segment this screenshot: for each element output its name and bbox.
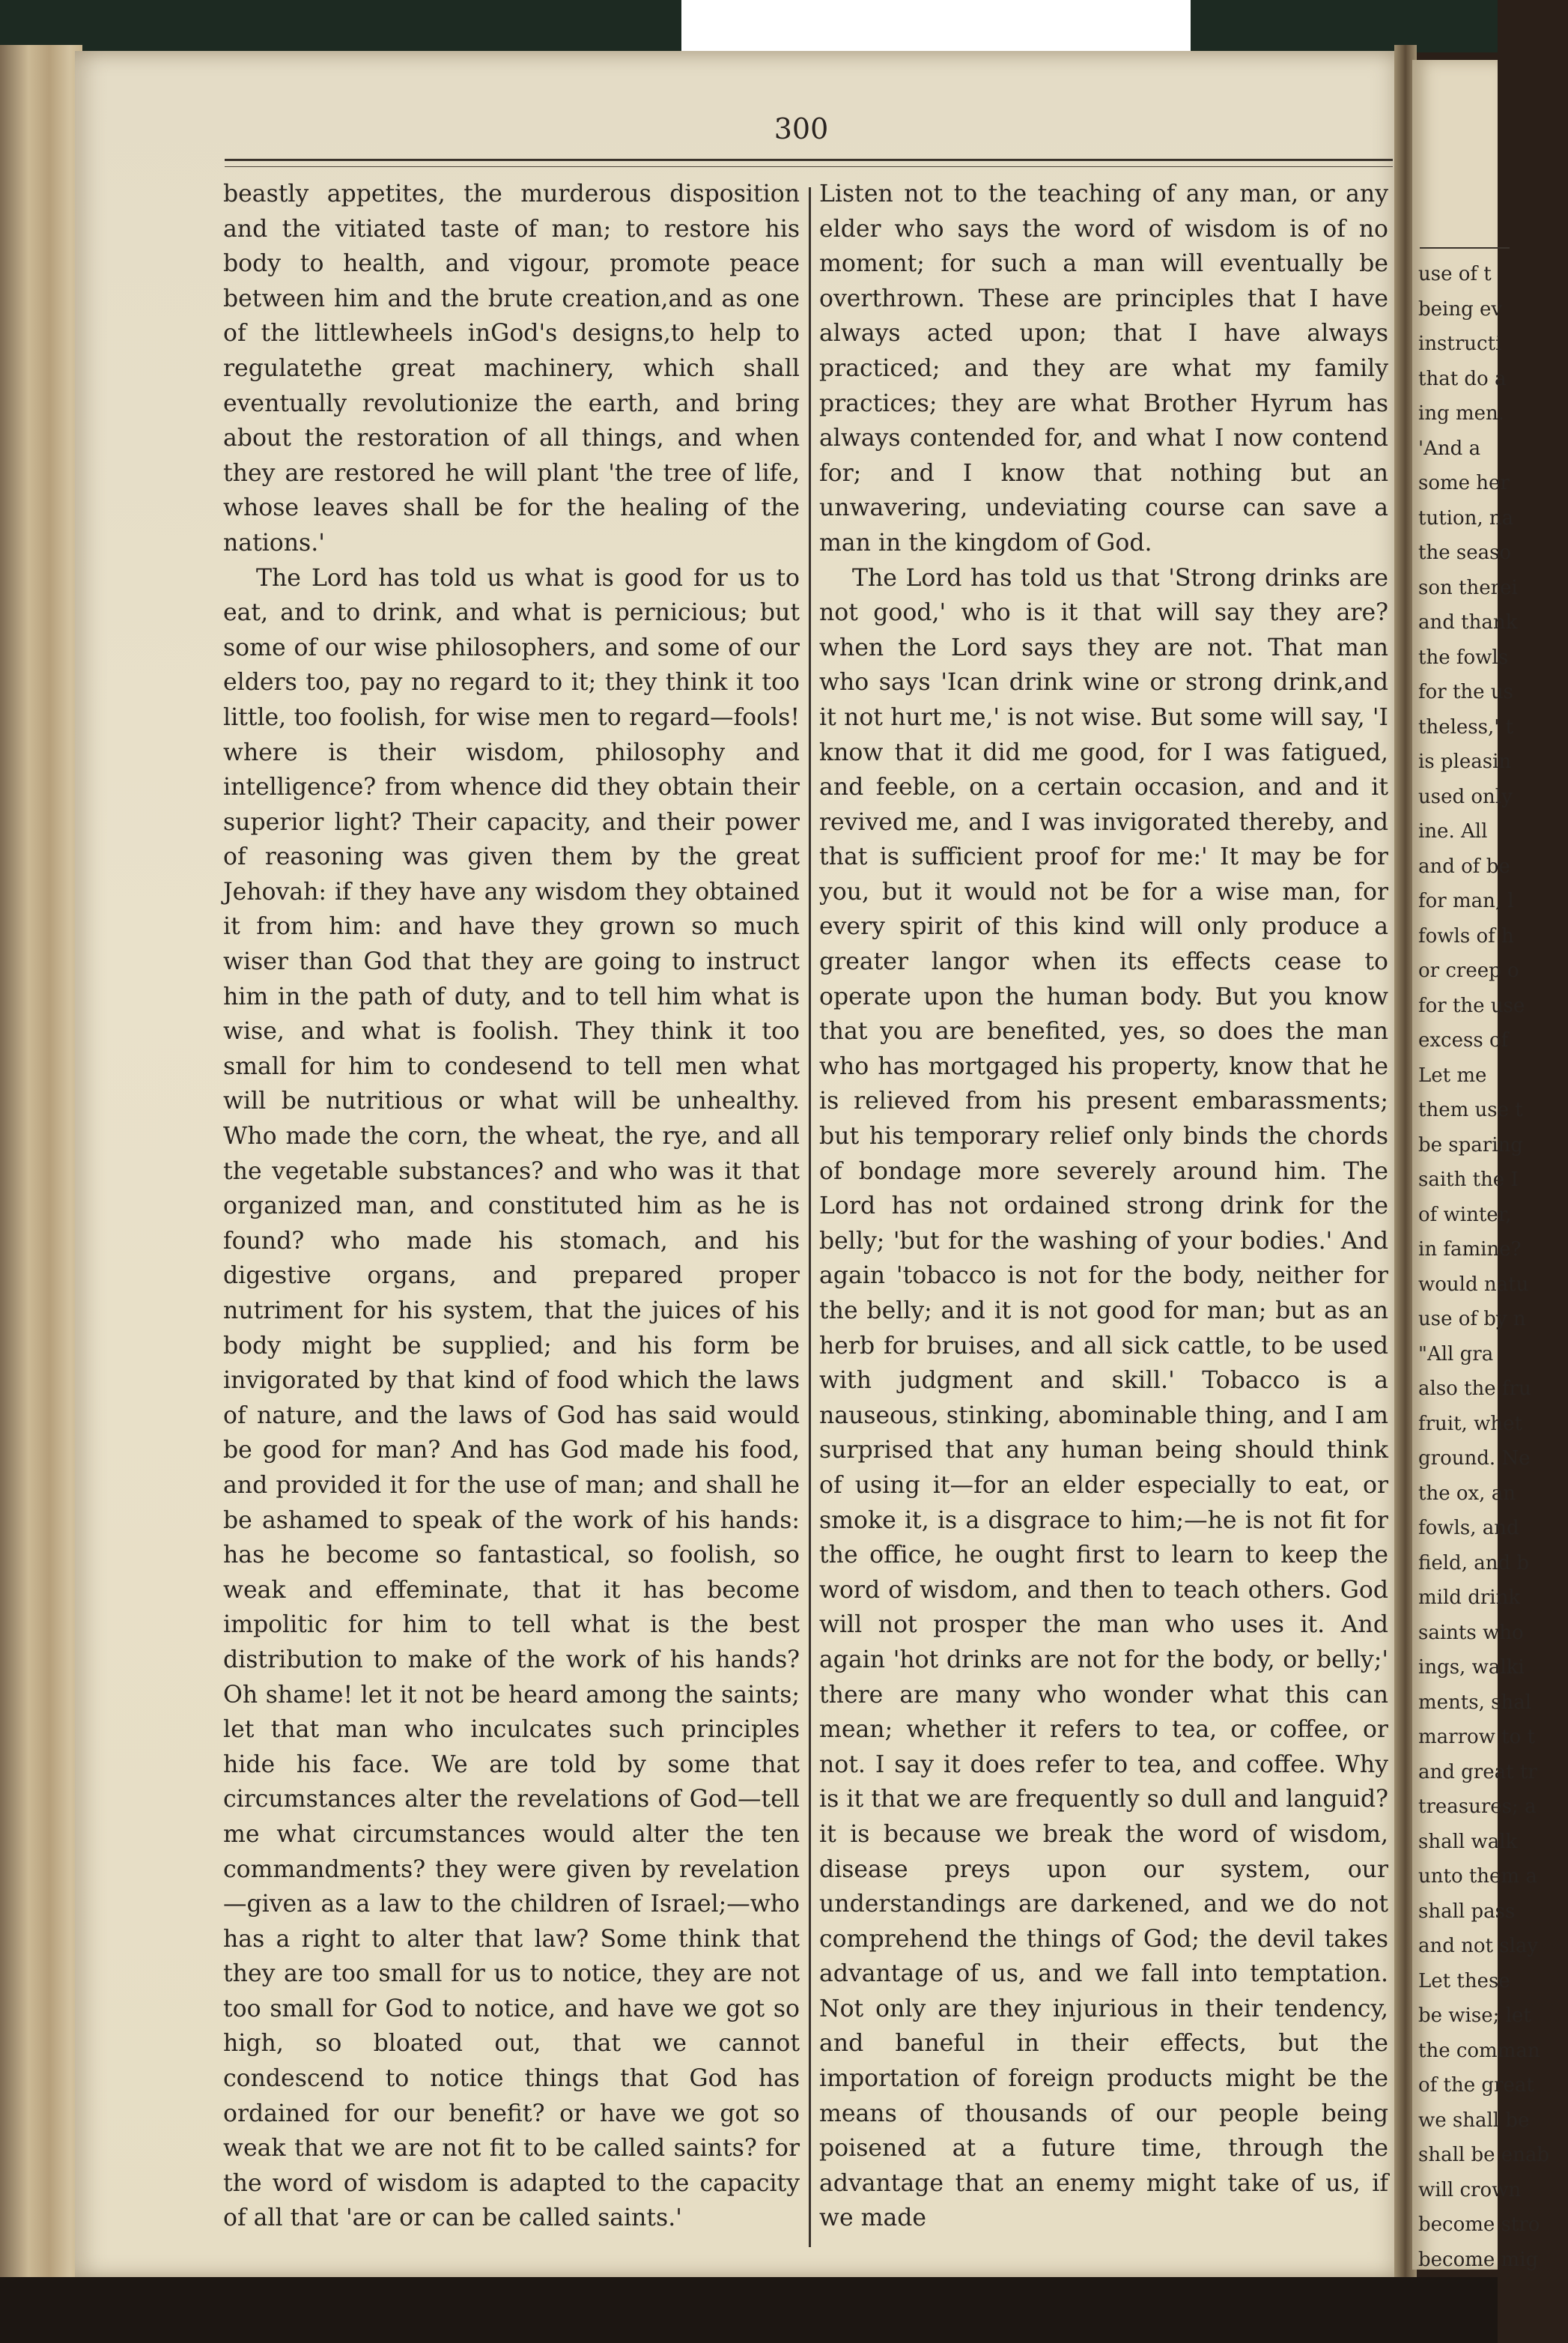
facing-page-line: some her bbox=[1418, 472, 1510, 494]
paragraph: beastly appetites, the murderous disposition and the vitiated taste of man; to restore his body to health, and vigour, promote peace between him and the brute creation,and as one of the littlewheels inGod's designs,to help to regulatethe great machinery, which shall eventually revolutionize the earth, and bring about the restoration of all things, and when they are restored he will plant 'the tree of life, whose leaves shall be for the healing of the nations.' bbox=[223, 181, 800, 557]
facing-page-line: shall walk bbox=[1418, 1830, 1518, 1853]
facing-page-line: ing men. bbox=[1418, 402, 1505, 425]
paragraph: The Lord has told us that 'Strong drinks are not good,' who is it that will say they are? when the Lord says they are not. That man who says 'Ican drink wine or strong drink,and it not hurt me,' is not wise. But some will say, 'I know that it did me good, for I was fatigued, and feeble, on a certain occasion, and and it revived me, and I was invigorated thereby, and that is sufficient proof for me:' It may be for you, but it would not be for a wise man, for every spirit of this kind will only produce a greater langor when its effects cease to operate upon the human body. But you know that you are benefited, yes, so does the man who has mortgaged his property, know that he is relieved from his present embarassments; but his temporary relief only binds the chords of bondage more severely around him. The Lord has not ordained strong drink for the belly; 'but for the washing of your bodies.' And again 'tobacco is not for the body, neither for the belly; and it is not good for man; but as an herb for bruises, and all sick cattle, to be used with judgment and skill.' Tobacco is a nauseous, stinking, abominable thing, and I am surprised that any human being should think of using it—for an elder especially to eat, or smoke it, is a disgrace to him;—he is not fit for the office, he ought first to learn to keep the word of wisdom, and then to teach others. God will not prosper the man who uses it. And again 'hot drinks are not for the body, or belly;' there are many who wonder what this can mean; whether it refers to tea, or coffee, or not. I say it does refer to tea, and coffee. Why is it that we are frequently so dull and languid? it is because we break the word of wisdom, disease preys upon our system, our understandings are darkened, and we do not comprehend the things of God; the devil takes advantage of us, and we fall into temptation. Not only are they injurious in their tendency, and baneful in their effects, but the importation of foreign products might be the means of thousands of our people being poisened at a future time, through the advantage that an enemy might take of us, if we made bbox=[819, 564, 1388, 2232]
facing-page-line: fowls of h bbox=[1418, 924, 1514, 948]
facing-page-line: "All gra bbox=[1418, 1342, 1494, 1366]
facing-page-line: for the us bbox=[1418, 681, 1513, 703]
facing-page-line: would natu bbox=[1418, 1273, 1529, 1296]
facing-page-line: for the use bbox=[1418, 994, 1525, 1017]
facing-page bbox=[1412, 60, 1550, 2271]
facing-page-line: saints who bbox=[1418, 1621, 1524, 1644]
header-rule bbox=[225, 159, 1393, 161]
facing-page-line: the ox, an bbox=[1418, 1482, 1516, 1505]
facing-page-line: them use t bbox=[1418, 1099, 1523, 1121]
facing-page-line: fowls, and bbox=[1418, 1517, 1519, 1539]
facing-page-line: ments, shal bbox=[1418, 1691, 1532, 1714]
facing-page-line: shall be enab bbox=[1418, 2144, 1550, 2166]
facing-page-line: theless,' t bbox=[1418, 715, 1514, 739]
facing-page-line: be sparing bbox=[1418, 1133, 1523, 1157]
facing-page-line: become stro bbox=[1418, 2213, 1540, 2236]
facing-page-line: ings, walki bbox=[1418, 1656, 1525, 1679]
facing-page-line: use of t bbox=[1418, 263, 1492, 285]
facing-page-line: the comman bbox=[1418, 2039, 1540, 2062]
facing-page-line: of the great bbox=[1418, 2074, 1534, 2097]
facing-page-line: use of by n bbox=[1418, 1308, 1526, 1330]
paper-tab bbox=[681, 0, 1191, 54]
facing-page-line: for man, l bbox=[1418, 890, 1514, 912]
facing-page-line: we shall be bbox=[1418, 2109, 1530, 2132]
facing-page-line: excess of bbox=[1418, 1029, 1509, 1052]
facing-page-line: Let these bbox=[1418, 1969, 1510, 1992]
right-text-column bbox=[819, 177, 1388, 2236]
paragraph: The Lord has told us what is good for us to eat, and to drink, and what is pernicious; but some of our wise philosophers, and some of our elders too, pay no regard to it; they think it too little, too foolish, for wise men to regard—fools! where is their wisdom, philosophy and intelligence? from whence did they obtain their superior light? Their capacity, and their power of reasoning was given them by the great Jehovah: if they have any wisdom they obtained it from him: and have they grown so much wiser than God that they are going to instruct him in the path of duty, and to tell him what is wise, and what is foolish. They think it too small for him to condesend to tell men what will be nutritious or what will be unhealthy. Who made the corn, the wheat, the rye, and all the vegetable substances? and who was it that organized man, and constituted him as he is found? who made his stomach, and his digestive organs, and prepared proper nutriment for his system, that the juices of his body might be supplied; and his form be invigorated by that kind of food which the laws of nature, and the laws of God has said would be good for man? And has God made his food, and provided it for the use of man; and shall he be ashamed to speak of the work of his hands: has he become so fantastical, so foolish, so weak and effeminate, that it has become impolitic for him to tell what is the best distribution to make of the work of his hands? Oh shame! let it not be heard among the saints; let that man who inculcates such principles hide his face. We are told by some that circumstances alter the revelations of God—tell me what circumstances would alter the ten commandments? they were given by revelation—given as a law to the children of Israel;—who has a right to alter that law? Some think that they are too small for us to notice, they are not too small for God to notice, and have we got so high, so bloated out, that we cannot condescend to notice things that God has ordained for our benefit? or have we got so weak that we are not fit to be called saints? for the word of wisdom is adapted to the capacity of all that 'are or can be called saints.' bbox=[223, 564, 800, 2232]
facing-page-line: instructi bbox=[1418, 333, 1502, 355]
facing-page-line: and not slay bbox=[1418, 1935, 1539, 1957]
facing-page-rule bbox=[1420, 247, 1510, 249]
facing-page-line: mild drink bbox=[1418, 1586, 1521, 1609]
facing-page-line: become mig bbox=[1418, 2248, 1539, 2271]
facing-page-line: marrow to t bbox=[1418, 1726, 1535, 1748]
page-number: 300 bbox=[774, 112, 829, 145]
facing-page-line: the fowls bbox=[1418, 646, 1509, 669]
facing-page-line: will crown bbox=[1418, 2178, 1522, 2201]
facing-page-line: used only bbox=[1418, 785, 1513, 808]
facing-page-line: ground. Ne bbox=[1418, 1447, 1531, 1470]
facing-page-line: and great tr bbox=[1418, 1760, 1537, 1783]
facing-page-line: that do a bbox=[1418, 367, 1507, 390]
facing-page-line: tution, na bbox=[1418, 506, 1514, 530]
facing-page-line: Let me bbox=[1418, 1064, 1487, 1087]
facing-page-line: field, and b bbox=[1418, 1551, 1530, 1574]
book-page-edges bbox=[0, 45, 82, 2285]
facing-page-line: unto them a bbox=[1418, 1865, 1537, 1888]
facing-page-line: and thank bbox=[1418, 611, 1518, 634]
facing-page-line: of winter, bbox=[1418, 1203, 1512, 1226]
paragraph: Listen not to the teaching of any man, or any elder who says the word of wisdom is of no moment; for such a man will eventually be overthrown. These are principles that I have always acted upon; that I have always practiced; and they are what my family practices; they are what Brother Hyrum has always contended for, and what I now contend for; and I know that nothing but an unwavering, undeviating course can save a man in the kingdom of God. bbox=[819, 181, 1388, 557]
facing-page-line: 'And a bbox=[1418, 437, 1481, 460]
scanner-bottom bbox=[0, 2277, 1498, 2343]
facing-page-line: the seaso bbox=[1418, 542, 1512, 564]
column-divider bbox=[809, 187, 811, 2247]
facing-page-line: and of be bbox=[1418, 855, 1510, 878]
header-rule-thin bbox=[225, 166, 1393, 167]
facing-page-line: shall pass bbox=[1418, 1900, 1516, 1923]
facing-page-line: be wise; let bbox=[1418, 2004, 1531, 2027]
facing-page-line: treasures; a bbox=[1418, 1795, 1537, 1818]
facing-page-line: son therei bbox=[1418, 576, 1518, 599]
facing-page-line: fruit, whet bbox=[1418, 1412, 1522, 1435]
facing-page-line: in famine? bbox=[1418, 1238, 1522, 1261]
left-text-column bbox=[223, 177, 800, 2236]
facing-page-line: is pleasin bbox=[1418, 751, 1512, 773]
facing-page-line: also the fru bbox=[1418, 1377, 1531, 1400]
facing-page-line: saith the I bbox=[1418, 1169, 1519, 1191]
facing-page-line: being ev bbox=[1418, 297, 1503, 321]
facing-page-line: or creep o bbox=[1418, 960, 1519, 982]
facing-page-line: ine. All bbox=[1418, 820, 1488, 843]
